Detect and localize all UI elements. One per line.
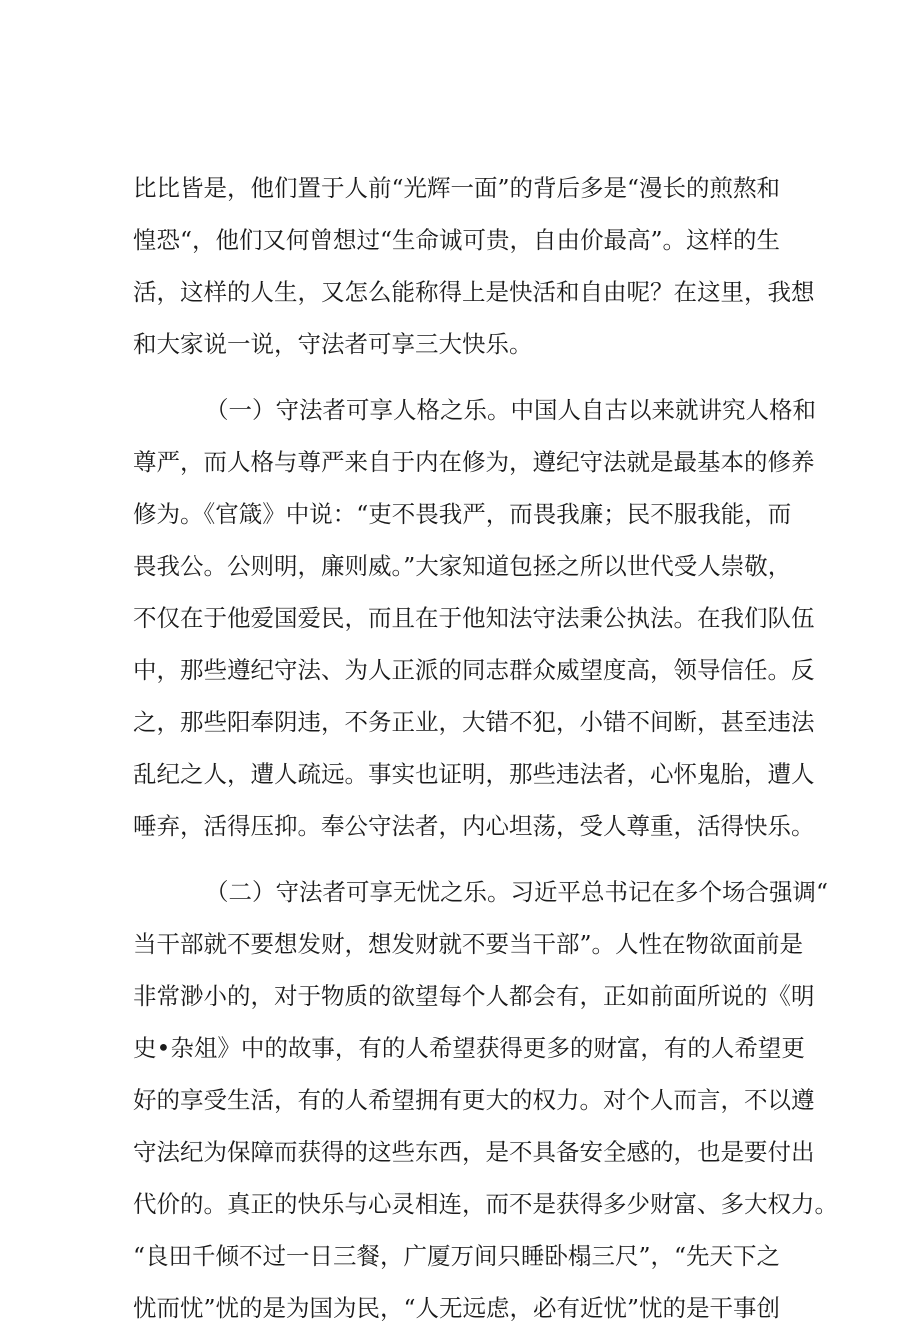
paragraph-gap xyxy=(133,852,797,866)
text-line: 史•杂俎》中的故事，有的人希望获得更多的财富，有的人希望更 xyxy=(133,1034,805,1062)
text-line: 好的享受生活，有的人希望拥有更大的权力。对个人而言，不以遵 xyxy=(133,1086,815,1114)
text-line: 中，那些遵纪守法、为人正派的同志群众威望度高，领导信任。反 xyxy=(133,656,815,684)
text-line: 尊严，而人格与尊严来自于内在修为，遵纪守法就是最基本的修养 xyxy=(133,448,815,476)
paragraph-1 xyxy=(133,162,815,370)
text-line: 忧而忧”忧的是为国为民，“人无远虑，必有近忧”忧的是干事创 xyxy=(133,1294,781,1322)
text-line: 之，那些阳奉阴违，不务正业，大错不犯，小错不间断，甚至违法 xyxy=(133,708,815,736)
text-line: 不仅在于他爱国爱民，而且在于他知法守法秉公执法。在我们队伍 xyxy=(133,604,815,632)
text-line: 乱纪之人，遭人疏远。事实也证明，那些违法者，心怀鬼胎，遭人 xyxy=(133,760,815,788)
text-line: 当干部就不要想发财，想发财就不要当干部”。人性在物欲面前是 xyxy=(133,930,804,958)
text-line: “良田千倾不过一日三餐，广厦万间只睡卧榻三尺”，“先天下之 xyxy=(133,1242,781,1270)
text-line: 惶恐“，他们又何曾想过“生命诚可贵，自由价最高”。这样的生 xyxy=(133,226,781,254)
text-line: 非常渺小的，对于物质的欲望每个人都会有，正如前面所说的《明 xyxy=(133,982,815,1010)
paragraph-gap xyxy=(133,370,797,384)
document-body xyxy=(133,162,838,1334)
text-line: 畏我公。公则明，廉则威。”大家知道包拯之所以世代受人崇敬， xyxy=(133,552,792,580)
text-line: （二）守法者可享无忧之乐。习近平总书记在多个场合强调“ xyxy=(205,878,829,906)
text-line: 比比皆是，他们置于人前“光辉一面”的背后多是“漫长的煎熬和 xyxy=(133,174,781,202)
text-line: 唾弃，活得压抑。奉公守法者，内心坦荡，受人尊重，活得快乐。 xyxy=(133,812,815,840)
text-line: 修为。《官箴》中说：“吏不畏我严，而畏我廉；民不服我能，而 xyxy=(133,500,792,528)
text-line: 和大家说一说，守法者可享三大快乐。 xyxy=(133,330,533,358)
text-line: （一）守法者可享人格之乐。中国人自古以来就讲究人格和 xyxy=(205,396,816,424)
text-line: 代价的。真正的快乐与心灵相连，而不是获得多少财富、多大权力。 xyxy=(133,1190,838,1218)
text-line: 守法纪为保障而获得的这些东西，是不具备安全感的，也是要付出 xyxy=(133,1138,815,1166)
paragraph-2 xyxy=(133,384,816,852)
text-line: 活，这样的人生，又怎么能称得上是快活和自由呢？在这里，我想 xyxy=(133,278,815,306)
paragraph-3 xyxy=(133,866,838,1334)
